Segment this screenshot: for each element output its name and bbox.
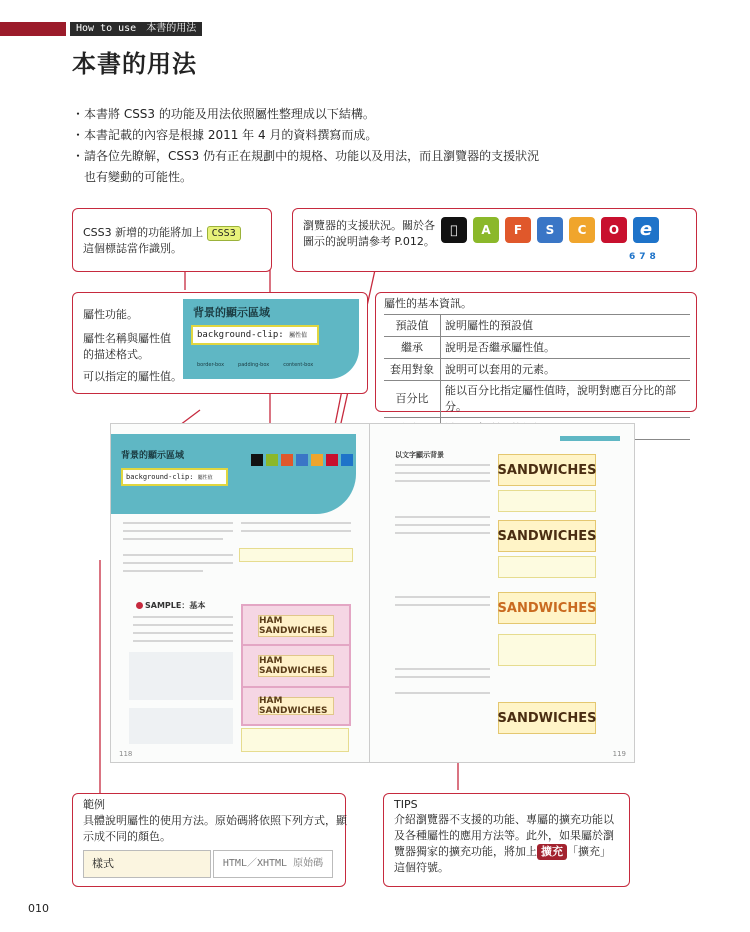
- mini-tabs: border-box padding-box content-box: [197, 362, 314, 368]
- chrome-icon: C: [569, 217, 595, 243]
- table-row: 百分比 能以百分比指定屬性值時，說明對應百分比的部分。: [384, 381, 690, 418]
- sample-label: SAMPLE：基本: [136, 600, 205, 611]
- opera-icon: O: [601, 217, 627, 243]
- callout-property: 屬性功能。 屬性名稱與屬性值 的描述格式。 可以指定的屬性值。 背景的顯示區域 background-clip: 屬性值 border-box padding-box content-box: [72, 292, 368, 394]
- callout-example: 範例 具體說明屬性的使用方法。原始碼將依照下列方式，顯 示成不同的顏色。 樣式 HTML／XHTML 原始碼: [72, 793, 346, 887]
- html-sample-box: HTML／XHTML 原始碼: [213, 850, 333, 878]
- ie8-icon: 8: [649, 252, 656, 262]
- ie-version-icons: [629, 249, 656, 265]
- bullet-1: ・本書將 CSS3 的功能及用法依照屬性整理成以下結構。: [72, 107, 375, 121]
- apple-icon: [441, 217, 467, 243]
- style-sample-box: 樣式: [83, 850, 211, 878]
- page-title: 本書的用法: [72, 49, 197, 78]
- bullet-2: ・本書記載的內容是根據 2011 年 4 月的資料撰寫而成。: [72, 128, 378, 142]
- callout-css3: CSS3 新增的功能將加上 CSS3 這個標誌當作識別。: [72, 208, 272, 272]
- ham-sandwich-sample-2: HAM SANDWICHES: [241, 644, 351, 688]
- page-number: 010: [28, 902, 49, 915]
- callout-browser-support: 瀏覽器的支援狀況。關於各 圖示的說明請參考 P.012。 A F S C O e 6 7 8: [292, 208, 697, 272]
- table-row: 繼承 說明是否繼承屬性值。: [384, 337, 690, 359]
- mini-code-box: background-clip: 屬性值: [191, 325, 319, 345]
- browser-icons: [441, 217, 659, 243]
- callout-tips: TIPS 介紹瀏覽器不支援的功能、專屬的擴充功能以 及各種屬性的應用方法等。此外，如果屬於瀏 覽器獨家的擴充功能，將加上 擴充 「擴充」 這個符號。: [383, 793, 630, 887]
- book-browser-icons: [251, 454, 353, 466]
- table-row: 預設值 說明屬性的預設值: [384, 315, 690, 337]
- sandwich-sample-4: SANDWICHES: [498, 702, 596, 734]
- table-row: 套用對象 說明可以套用的元素。: [384, 359, 690, 381]
- android-icon: A: [473, 217, 499, 243]
- callout-basic-info: 屬性的基本資訊。 預設值 說明屬性的預設值 繼承 說明是否繼承屬性值。 套用對象 說明可以套用的元素。 百分比 能以百分比指定屬性值時，說明對應百分比的部分。: [375, 292, 697, 412]
- bullet-4: 也有變動的可能性。: [72, 170, 193, 184]
- extension-badge: 擴充: [537, 844, 567, 860]
- firefox-icon: F: [505, 217, 531, 243]
- sandwich-sample-3: SANDWICHES: [498, 592, 596, 624]
- ham-sandwich-sample-1: HAM SANDWICHES: [241, 604, 351, 648]
- ham-sandwich-sample-3: HAM SANDWICHES: [241, 686, 351, 726]
- bullet-3: ・請各位先瞭解，CSS3 仍有正在規劃中的規格、功能以及用法，而且瀏覽器的支援狀況: [72, 149, 540, 163]
- safari-icon: S: [537, 217, 563, 243]
- book-left-page: 背景的顯示區域 background-clip: 屬性值 SAMPLE：基本 HAM SANDWICHES HAM SANDWICHES HAM SANDWICHES 118: [111, 424, 370, 762]
- basic-info-table: [384, 314, 690, 440]
- sandwich-sample-2: SANDWICHES: [498, 520, 596, 552]
- sandwich-sample-1: SANDWICHES: [498, 454, 596, 486]
- book-left-header: 背景的顯示區域 background-clip: 屬性值: [111, 434, 356, 514]
- mini-header-preview: 背景的顯示區域 background-clip: 屬性值 border-box padding-box content-box: [183, 299, 359, 379]
- ie7-icon: 7: [639, 252, 646, 262]
- book-spread-illustration: [110, 423, 635, 763]
- ie-icon: e: [633, 217, 659, 243]
- css3-badge: CSS3: [207, 226, 241, 241]
- section-tag: How to use 本書的用法: [70, 22, 202, 36]
- ie6-icon: 6: [629, 252, 636, 262]
- book-right-page: 以文字顯示背景 SANDWICHES SANDWICHES SANDWICHES SANDWICHES 119: [370, 424, 634, 762]
